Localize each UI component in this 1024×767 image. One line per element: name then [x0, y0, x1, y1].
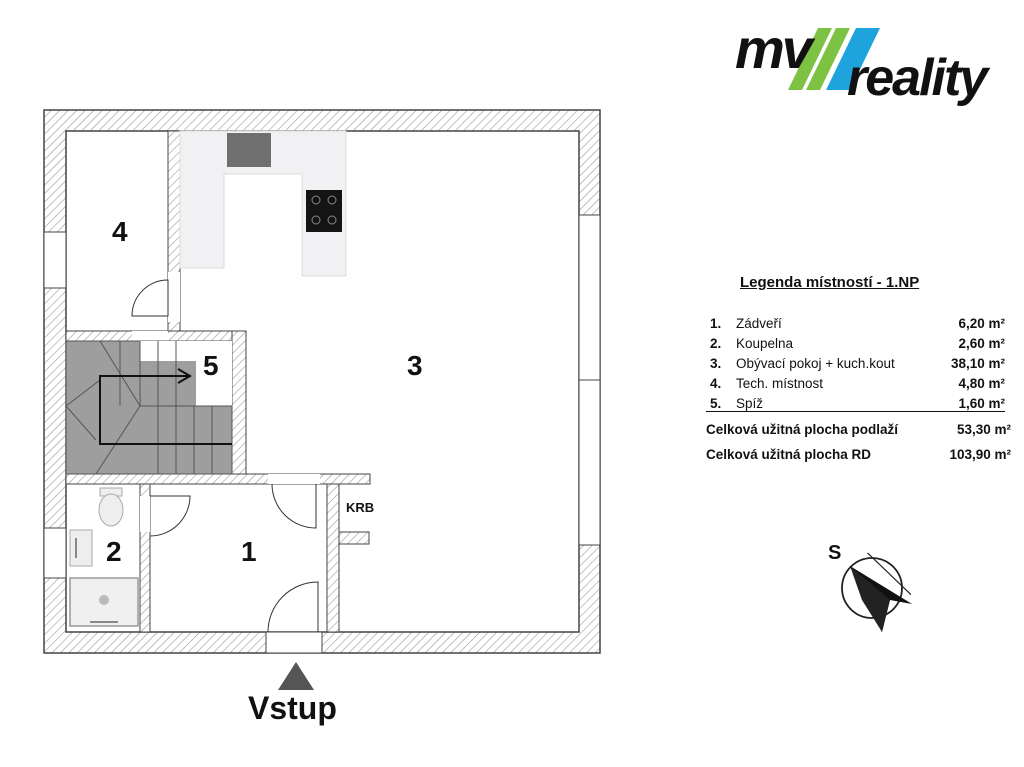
legend-area: 2,60 m²	[958, 336, 1005, 351]
legend-name: Tech. místnost	[736, 376, 824, 391]
legend-area: 1,60 m²	[958, 396, 1005, 411]
compass-icon	[842, 553, 913, 632]
bathroom-fixtures	[70, 488, 138, 626]
room-label-4: 4	[112, 216, 128, 247]
room-label-5: 5	[203, 350, 219, 381]
legend-total-area: 103,90 m²	[949, 447, 1011, 462]
logo-mv: mv	[735, 17, 810, 80]
room-label-2: 2	[106, 536, 122, 567]
legend-num: 5.	[710, 396, 722, 411]
cooktop-icon	[306, 190, 342, 232]
sink-icon	[227, 133, 271, 167]
legend-name: Spíž	[736, 396, 764, 411]
legend-total-house	[706, 447, 1011, 462]
compass-label: S	[828, 542, 842, 564]
room-label-3: 3	[407, 350, 423, 381]
shower-tray-icon	[70, 578, 138, 626]
room-label-1: 1	[241, 536, 257, 567]
washbasin-icon	[70, 530, 92, 566]
logo	[735, 17, 997, 107]
legend-row	[700, 356, 1005, 376]
legend-num: 2.	[710, 336, 722, 351]
legend-name: Obývací pokoj + kuch.kout	[736, 356, 895, 371]
legend-total-area: 53,30 m²	[956, 422, 1011, 437]
entrance-arrow-icon	[278, 662, 314, 690]
legend-area: 6,20 m²	[958, 316, 1005, 331]
legend-row	[700, 336, 1005, 356]
legend-num: 3.	[710, 356, 722, 371]
logo-reality: reality	[847, 49, 987, 107]
legend-row	[700, 396, 1005, 416]
legend-total-name: Celková užitná plocha RD	[706, 447, 872, 462]
legend-num: 4.	[710, 376, 722, 391]
entrance-label: Vstup	[248, 690, 337, 726]
legend-area: 38,10 m²	[950, 356, 1005, 371]
legend-row	[700, 376, 1005, 396]
legend-total-floor	[706, 422, 1011, 437]
legend-title: Legenda místností - 1.NP	[740, 274, 920, 291]
legend-num: 1.	[710, 316, 722, 331]
legend-total-name: Celková užitná plocha podlaží	[706, 422, 899, 437]
legend-name: Koupelna	[736, 336, 794, 351]
legend-area: 4,80 m²	[958, 376, 1005, 391]
legend-name: Zádveří	[736, 316, 782, 331]
legend-row	[700, 316, 1005, 336]
legend-divider	[706, 411, 1005, 412]
fireplace-label: KRB	[346, 500, 375, 515]
kitchen-counter	[180, 131, 346, 276]
toilet-icon	[99, 488, 123, 526]
